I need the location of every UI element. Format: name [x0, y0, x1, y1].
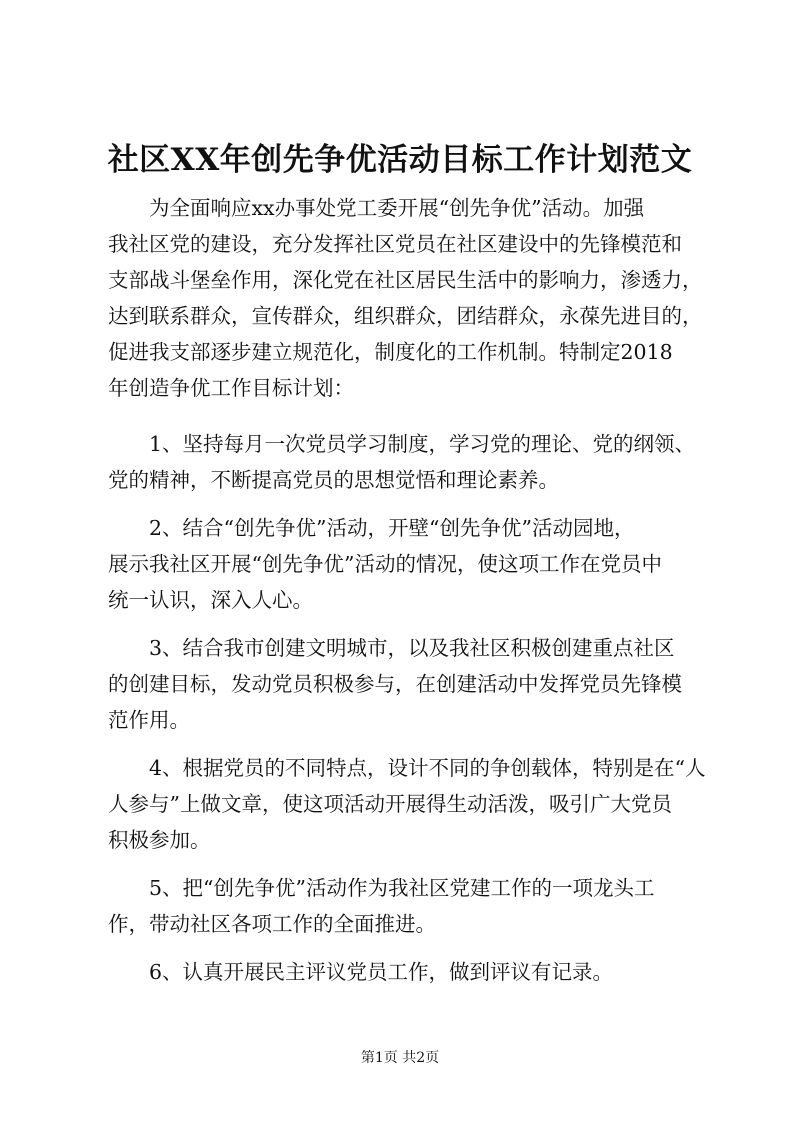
plan-item-4: [108, 750, 718, 858]
plan-item-6: [108, 954, 718, 990]
paragraph-line: 作，带动社区各项工作的全面推进。: [108, 912, 436, 936]
plan-item-5: [108, 870, 718, 942]
paragraph-line: 为全面响应xx办事处党工委开展“创先争优”活动。加强: [108, 196, 645, 220]
paragraph-line: 年创造争优工作目标计划：: [108, 376, 354, 400]
document-title: 社区XX年创先争优活动目标工作计划范文: [107, 142, 693, 178]
paragraph-line: 我社区党的建设，充分发挥社区党员在社区建设中的先锋模范和: [108, 232, 682, 256]
paragraph-line: 促进我支部逐步建立规范化，制度化的工作机制。特制定2018: [108, 340, 673, 364]
paragraph-line: 的创建目标，发动党员积极参与，在创建活动中发挥党员先锋模: [108, 672, 682, 696]
intro-paragraph: [108, 190, 718, 406]
paragraph-line: 2、结合“创先争优”活动，开壁“创先争优”活动园地，: [108, 516, 635, 540]
paragraph-line: 党的精神，不断提高党员的思想觉悟和理论素养。: [108, 468, 559, 492]
paragraph-line: 达到联系群众，宣传群众，组织群众，团结群众，永葆先进目的，: [108, 304, 703, 328]
plan-item-3: [108, 630, 718, 738]
paragraph-line: 5、把“创先争优”活动作为我社区党建工作的一项龙头工: [108, 876, 655, 900]
page-indicator: 第1页 共2页: [360, 1050, 440, 1066]
paragraph-line: 统一认识，深入人心。: [108, 588, 313, 612]
plan-item-2: [108, 510, 718, 618]
paragraph-line: 支部战斗堡垒作用，深化党在社区居民生活中的影响力，渗透力，: [108, 268, 703, 292]
paragraph-line: 6、认真开展民主评议党员工作，做到评议有记录。: [108, 960, 614, 984]
paragraph-line: 范作用。: [108, 708, 190, 732]
paragraph-line: 4、根据党员的不同特点，设计不同的争创载体，特别是在“人: [108, 756, 706, 780]
paragraph-line: 3、结合我市创建文明城市，以及我社区积极创建重点社区: [108, 636, 675, 660]
paragraph-line: 展示我社区开展“创先争优”活动的情况，使这项工作在党员中: [108, 552, 662, 576]
paragraph-line: 人参与”上做文章，使这项活动开展得生动活泼，吸引广大党员: [108, 792, 672, 816]
plan-item-1: [108, 426, 718, 498]
paragraph-line: 积极参加。: [108, 828, 211, 852]
paragraph-line: 1、坚持每月一次党员学习制度，学习党的理论、党的纲领、: [108, 432, 696, 456]
